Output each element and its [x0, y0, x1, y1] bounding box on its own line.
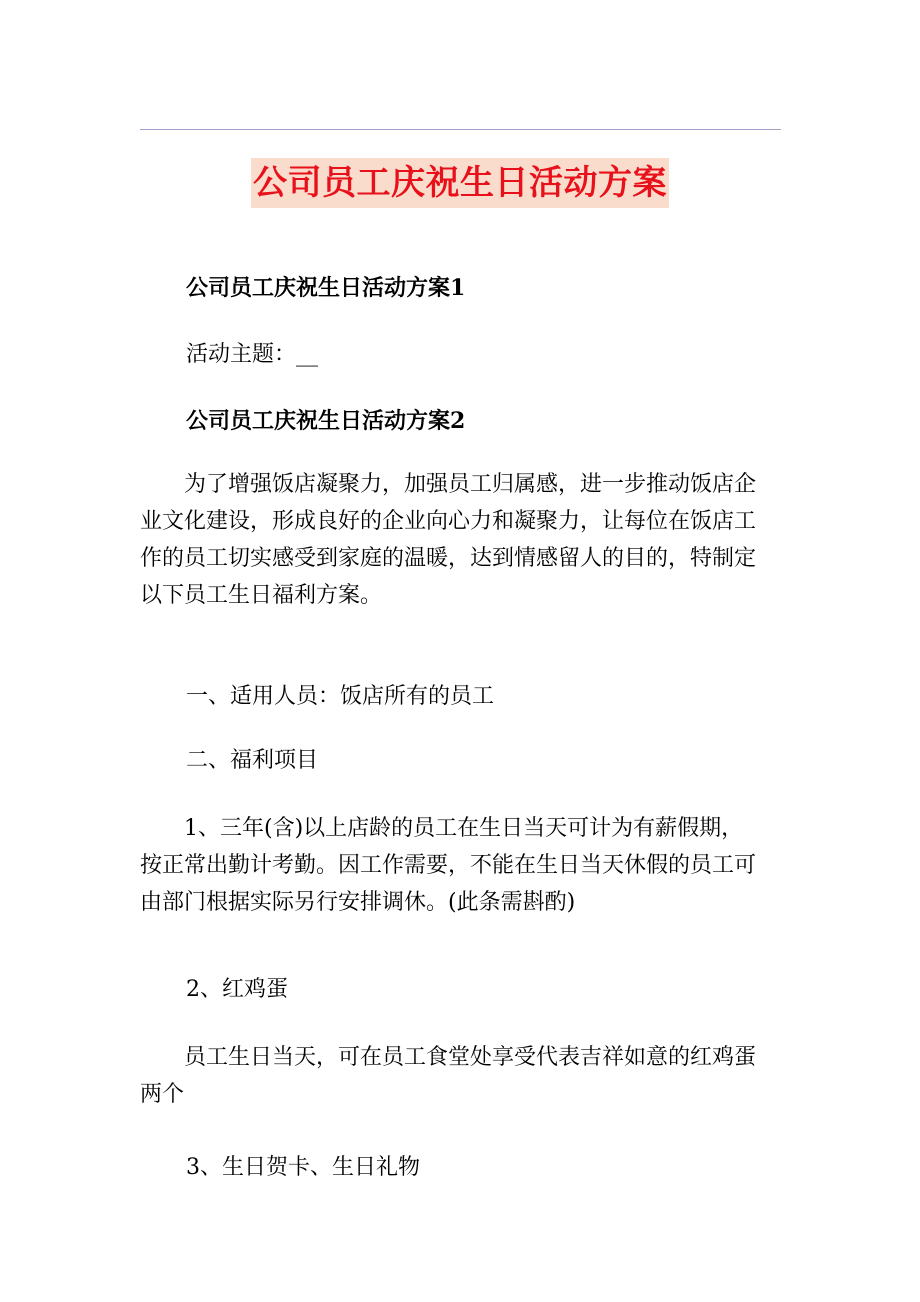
paragraph-line: 员工生日当天，可在员工食堂处享受代表吉祥如意的红鸡蛋 [184, 1045, 757, 1070]
section-1-heading: 公司员工庆祝生日活动方案1 [186, 275, 466, 301]
paragraph-line: 由部门根据实际另行安排调休。(此条需斟酌) [140, 890, 576, 915]
intro-paragraph [140, 466, 780, 614]
header-rule [140, 129, 781, 130]
paragraph-line: 为了增强饭店凝聚力，加强员工归属感，进一步推动饭店企 [184, 472, 757, 497]
benefit-2-paragraph [140, 1039, 780, 1113]
applicable-staff-item: 一、适用人员：饭店所有的员工 [186, 684, 495, 709]
document-title: 公司员工庆祝生日活动方案 [251, 158, 669, 208]
activity-theme: 活动主题：__ [186, 342, 319, 367]
paragraph-line: 作的员工切实感受到家庭的温暖，达到情感留人的目的，特制定 [140, 546, 757, 571]
section-2-heading: 公司员工庆祝生日活动方案2 [186, 408, 466, 434]
paragraph-line: 两个 [140, 1082, 185, 1107]
paragraph-line: 以下员工生日福利方案。 [140, 583, 383, 608]
paragraph-line: 业文化建设，形成良好的企业向心力和凝聚力，让每位在饭店工 [140, 509, 757, 534]
title-container [0, 158, 920, 208]
paragraph-line: 按正常出勤计考勤。因工作需要，不能在生日当天休假的员工可 [140, 853, 757, 878]
benefit-1-paragraph [140, 810, 780, 921]
paragraph-line: 1、三年(含)以上店龄的员工在生日当天可计为有薪假期， [184, 816, 744, 841]
benefits-heading: 二、福利项目 [186, 748, 319, 773]
benefit-2-title: 2、红鸡蛋 [186, 977, 288, 1002]
benefit-3-title: 3、生日贺卡、生日礼物 [186, 1155, 420, 1180]
